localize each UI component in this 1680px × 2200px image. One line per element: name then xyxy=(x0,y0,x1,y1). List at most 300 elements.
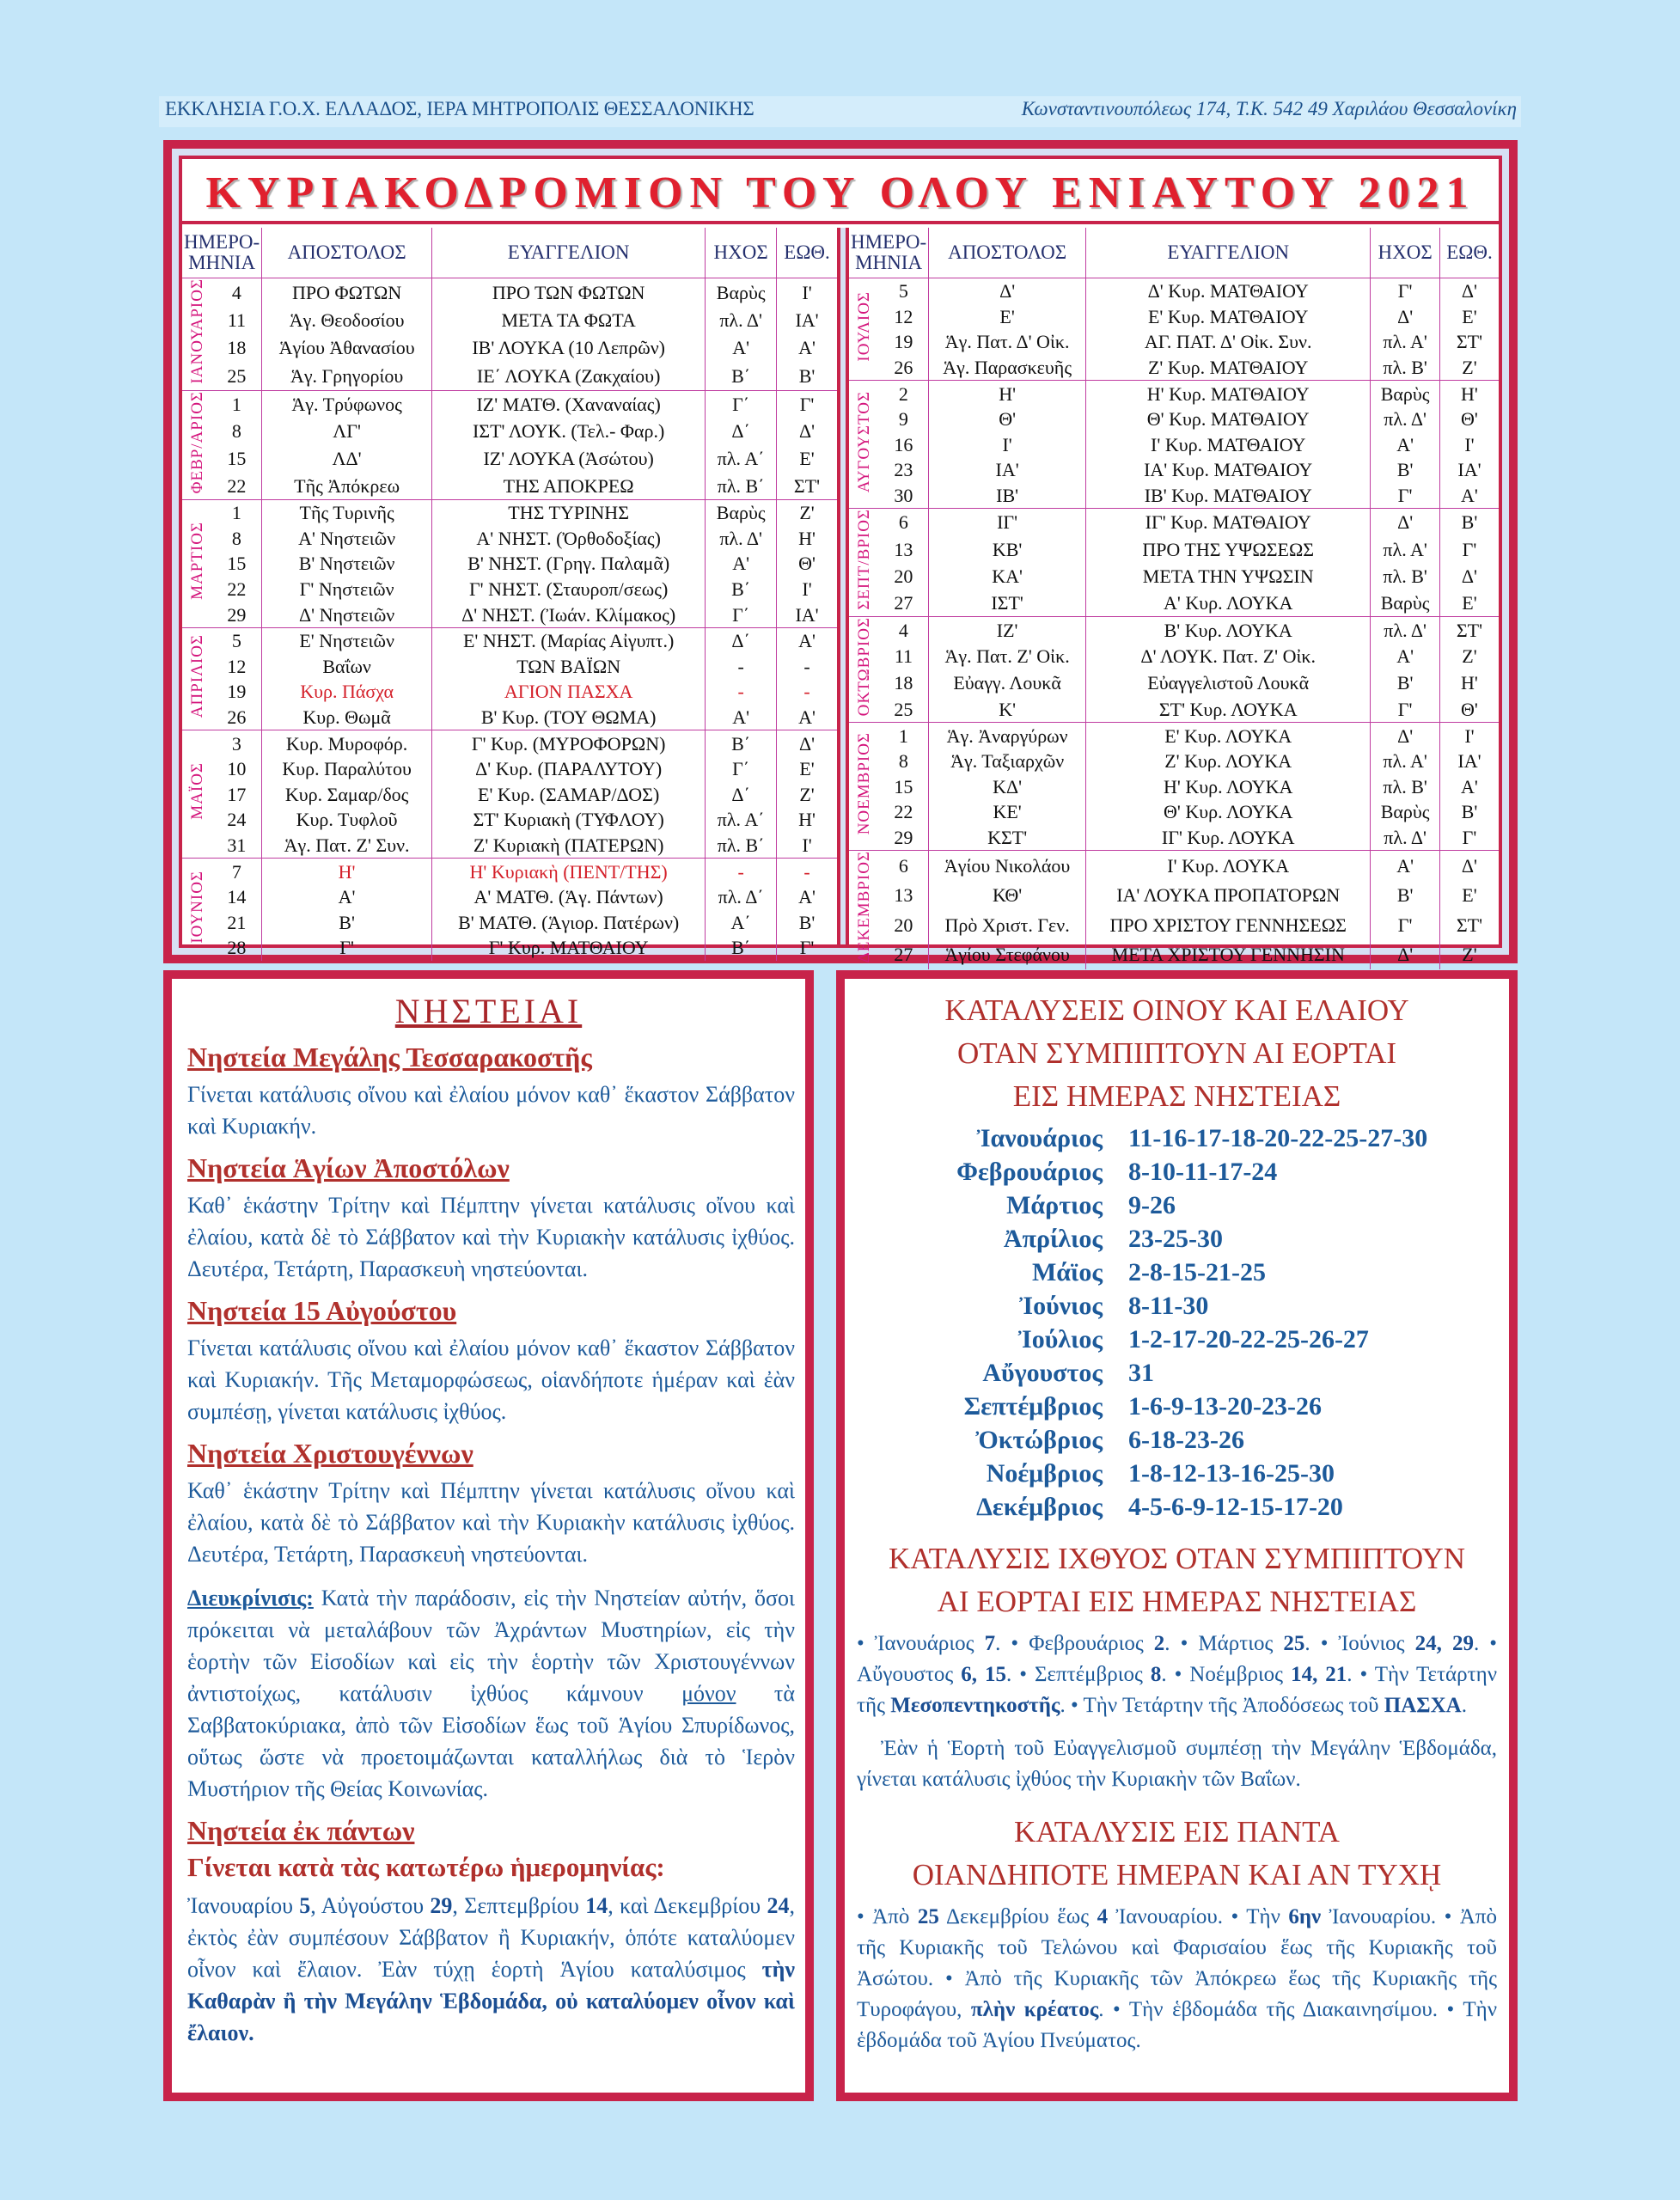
cell-apostle: Ἁγ. Πατ. Δ' Οἰκ. xyxy=(929,329,1086,355)
table-row xyxy=(849,536,1499,563)
fast-text: Καθ᾽ ἑκάστην Τρίτην καὶ Πέμπτην γίνεται κατάλυσις οἴνου καὶ ἐλαίου, κατὰ δὲ τὸ Σάββατον καὶ τὴν Κυριακὴν κατάλυσις ἰχθύος. Δευτέρα, Τετάρτη, Παρασκευὴ νηστεύονται. xyxy=(187,1478,795,1567)
month-name: ΙΟΥΛΙΟΣ xyxy=(854,290,873,362)
cell-eothinon: Ι' xyxy=(1439,723,1499,749)
cell-day: 1 xyxy=(879,723,929,749)
cell-apostle: Κυρ. Τυφλοῦ xyxy=(262,807,432,833)
month-days: 31 xyxy=(1128,1359,1154,1387)
col-header-gospel: ΕΥΑΓΓΕΛΙΟΝ xyxy=(1086,228,1371,278)
month-name: Ἰούνιος xyxy=(1019,1292,1103,1320)
cell-tone: Β΄ xyxy=(706,577,777,602)
text-segment: . • Τὴν ἑβδομάδα τῆς Διακαινησίμου. • Τὴν ἑβδομάδα τοῦ Ἁγίου Πνεύματος. xyxy=(857,1998,1497,2052)
fast-text: Καθ᾽ ἑκάστην Τρίτην καὶ Πέμπτην γίνεται κατάλυσις οἴνου καὶ ἐλαίου, κατὰ δὲ τὸ Σάββατον καὶ τὴν Κυριακὴν κατάλυσις ἰχθύος. Δευτέρα, Τετάρτη, Παρασκευὴ νηστεύονται. xyxy=(187,1193,795,1281)
cell-gospel: ΙΑ' ΛΟΥΚΑ ΠΡΟΠΑΤΟΡΩΝ xyxy=(1086,881,1371,910)
emphasis-text: 5 xyxy=(299,1893,311,1918)
cell-tone: Β' xyxy=(1371,669,1440,696)
month-exemption-row xyxy=(845,1289,1509,1323)
cell-tone: Β' xyxy=(1371,457,1440,483)
month-name: Μάρτιος xyxy=(1006,1191,1103,1219)
calendar-table-jan-jun xyxy=(182,228,837,959)
cell-day: 10 xyxy=(212,756,262,782)
cell-gospel: Ζ' Κυριακὴ (ΠΑΤΕΡΩΝ) xyxy=(432,833,706,859)
emphasis-text: 6ην xyxy=(1288,1905,1322,1928)
month-label xyxy=(182,499,212,627)
cell-apostle: Α' Νηστειῶν xyxy=(262,526,432,552)
all-foods-heading-2: ΟΙΑΝΔΗΠΟΤΕ ΗΜΕΡΑΝ ΚΑΙ ΑΝ ΤΥΧῌ xyxy=(912,1858,1442,1891)
cell-eothinon: ΙΑ' xyxy=(795,603,819,626)
emphasis-text: 2 xyxy=(1153,1632,1165,1655)
ek-panton-heading: Νηστεία ἐκ πάντων xyxy=(187,1815,415,1846)
cell-apostle: Κ' xyxy=(929,696,1086,723)
table-row xyxy=(849,278,1499,304)
cell-gospel: ΠΡΟ ΤΩΝ ΦΩΤΩΝ xyxy=(432,278,706,307)
text-segment: . xyxy=(1461,1694,1467,1717)
cell-day: 25 xyxy=(879,696,929,723)
cell-apostle: ΙΑ' xyxy=(929,457,1086,483)
cell-gospel: Ι' Κυρ. ΜΑΤΘΑΙΟΥ xyxy=(1086,432,1371,458)
cell-gospel: Θ' Κυρ. ΜΑΤΘΑΙΟΥ xyxy=(1086,406,1371,432)
text-segment: , ἐκτὸς ἐὰν συμπέσουν Σάββατον ἢ Κυριακήν, ὁπότε καταλύομεν οἶνον καὶ ἔλαιον. Ἐὰν τύχῃ ἑορτὴ Ἁγίου καταλύσιμος xyxy=(187,1893,795,1982)
emphasis-text: πλὴν κρέατος xyxy=(970,1998,1099,2021)
fast-heading: Νηστεία Μεγάλης Τεσσαρακοστῆς xyxy=(187,1042,592,1072)
cell-apostle: Η' xyxy=(929,381,1086,406)
text-segment: , Αὐγούστου xyxy=(310,1893,431,1918)
month-name: ΙΑΝΟΥΑΡΙΟΣ xyxy=(187,278,206,384)
month-exemption-row xyxy=(845,1323,1509,1356)
col-header-eothinon: ΕΩΘ. xyxy=(777,228,837,278)
cell-eothinon: Γ' xyxy=(1462,826,1477,848)
cell-apostle: Βαΐων xyxy=(262,654,432,680)
cell-eothinon: Η' xyxy=(1439,381,1499,406)
cell-eothinon: Α' xyxy=(1461,485,1478,507)
emphasis-text: ΠΑΣΧΑ xyxy=(1384,1694,1462,1717)
cell-apostle: Γ' xyxy=(262,935,432,961)
cell-apostle: Δ' xyxy=(929,278,1086,304)
cell-gospel: ΙΓ' Κυρ. ΛΟΥΚΑ xyxy=(1086,825,1371,851)
month-days: 1-8-12-13-16-25-30 xyxy=(1128,1459,1335,1488)
cell-apostle: Α' xyxy=(262,884,432,910)
cell-apostle: Ε' Νηστειῶν xyxy=(262,627,432,653)
cell-day: 8 xyxy=(212,418,262,445)
cell-eothinon: ΣΤ' xyxy=(1456,914,1483,936)
cell-day: 2 xyxy=(879,381,929,406)
table-row xyxy=(182,627,837,653)
cell-gospel: ΜΕΤΑ ΧΡΙΣΤΟΥ ΓΕΝΝΗΣΙΝ xyxy=(1086,939,1371,969)
cell-day: 31 xyxy=(212,833,262,859)
cell-eothinon: Ε' xyxy=(1462,305,1477,327)
text-segment: , καὶ Δεκεμβρίου xyxy=(608,1893,767,1918)
month-name: ΑΠΡΙΛΙΟΣ xyxy=(187,634,206,718)
table-row xyxy=(182,278,837,307)
cell-tone: πλ. Δ' xyxy=(1371,406,1440,432)
cell-tone: Α' xyxy=(1371,432,1440,458)
clarification-label: Διευκρίνισις: xyxy=(187,1586,314,1610)
cell-tone: πλ. Δ' xyxy=(1371,616,1440,643)
col-header-tone: ΗΧΟΣ xyxy=(1371,228,1440,278)
cell-tone: Γ΄ xyxy=(706,390,777,418)
month-name: ΟΚΤΩΒΡΙΟΣ xyxy=(854,616,873,717)
cell-eothinon: Ζ' xyxy=(1462,944,1477,966)
cell-apostle: ΚΘ' xyxy=(929,881,1086,910)
table-row xyxy=(849,910,1499,939)
cell-gospel: Γ' Κυρ. ΜΑΤΘΑΙΟΥ xyxy=(432,935,706,961)
cell-gospel: Γ' Κυρ. (ΜΥΡΟΦΟΡΩΝ) xyxy=(432,730,706,756)
clarification-text: Κατὰ τὴν παράδοσιν, εἰς τὴν Νηστείαν αὐτήν, ὅσοι πρόκειται νὰ μεταλάβουν τῶν Ἀχράντων Μυστηρίων, εἰς τὴν ἑορτὴν τῶν Εἰσοδίων καὶ εἰς τὴν ἑορτὴν τῶν Χριστουγέννων ἀντιστοίχως, κατάλυσιν ἰχθύος κάμνουν xyxy=(187,1586,795,1706)
cell-tone: Β΄ xyxy=(706,362,777,390)
cell-tone: Γ' xyxy=(1371,483,1440,509)
table-row xyxy=(849,825,1499,851)
cell-tone: Γ' xyxy=(1371,696,1440,723)
cell-day: 15 xyxy=(879,774,929,800)
cell-gospel: Δ' ΛΟΥΚ. Πατ. Ζ' Οἰκ. xyxy=(1086,644,1371,670)
cell-tone: Α΄ xyxy=(706,909,777,935)
cell-apostle: Ἁγ. Ταξιαρχῶν xyxy=(929,749,1086,774)
table-row xyxy=(182,654,837,680)
month-label xyxy=(182,390,212,499)
cell-day: 6 xyxy=(879,509,929,536)
cell-eothinon: Ζ' xyxy=(799,783,815,805)
calendar-frame xyxy=(163,140,1518,966)
cell-eothinon: ΙΑ' xyxy=(795,309,819,332)
cell-tone: Α' xyxy=(1371,644,1440,670)
table-row xyxy=(849,563,1499,590)
month-exemption-row xyxy=(845,1423,1509,1457)
cell-gospel: Η' Κυρ. ΜΑΤΘΑΙΟΥ xyxy=(1086,381,1371,406)
cell-tone: Γ' xyxy=(1371,278,1440,304)
cell-eothinon: - xyxy=(803,655,810,677)
month-days: 8-10-11-17-24 xyxy=(1128,1158,1278,1186)
emphasis-text: 25 xyxy=(1283,1632,1305,1655)
cell-eothinon: Ι' xyxy=(777,278,837,307)
cell-apostle: Ἁγ. Τρύφωνος xyxy=(262,390,432,418)
cell-day: 12 xyxy=(879,304,929,330)
cell-day: 29 xyxy=(879,825,929,851)
wine-oil-heading-3: ΕΙΣ ΗΜΕΡΑΣ ΝΗΣΤΕΙΑΣ xyxy=(1012,1079,1341,1113)
month-name: ΔΕΚΕΜΒΡΙΟΣ xyxy=(854,851,873,963)
table-row xyxy=(849,304,1499,330)
cell-tone: Βαρὺς xyxy=(1371,799,1440,825)
text-segment: • Ἀπὸ xyxy=(857,1905,918,1928)
month-name: ΙΟΥΝΙΟΣ xyxy=(187,870,206,944)
table-row xyxy=(182,679,837,705)
emphasis-text: 4 xyxy=(1097,1905,1109,1928)
month-exemption-row xyxy=(845,1155,1509,1189)
cell-gospel: Γ' ΝΗΣΤ. (Σταυροπ/σεως) xyxy=(432,577,706,602)
table-header-row xyxy=(849,228,1499,278)
table-row xyxy=(849,616,1499,643)
cell-apostle: Ι' xyxy=(929,432,1086,458)
cell-tone: Δ΄ xyxy=(706,418,777,445)
cell-eothinon: Γ' xyxy=(799,937,815,959)
month-label xyxy=(182,730,212,859)
table-row xyxy=(182,499,837,525)
cell-eothinon: Θ' xyxy=(1461,698,1478,720)
month-label xyxy=(849,851,879,969)
month-days: 1-2-17-20-22-25-26-27 xyxy=(1128,1325,1369,1354)
cell-eothinon: Β' xyxy=(1439,509,1499,536)
emphasis-text: 7 xyxy=(984,1632,996,1655)
cell-tone: Δ' xyxy=(1371,304,1440,330)
cell-day: 9 xyxy=(879,406,929,432)
fish-dates-text xyxy=(857,1629,1497,1721)
cell-tone: Γ΄ xyxy=(706,756,777,782)
month-label xyxy=(849,616,879,722)
table-row xyxy=(182,859,837,884)
cell-tone: πλ. Β΄ xyxy=(706,833,777,859)
cell-day: 13 xyxy=(879,881,929,910)
cell-apostle: Τῆς Ἀπόκρεω xyxy=(262,472,432,499)
cell-gospel: Ζ' Κυρ. ΜΑΤΘΑΙΟΥ xyxy=(1086,355,1371,381)
cell-day: 12 xyxy=(212,654,262,680)
col-header-tone: ΗΧΟΣ xyxy=(706,228,777,278)
cell-apostle: ΙΖ' xyxy=(929,616,1086,643)
month-name: Μάϊος xyxy=(1031,1258,1103,1286)
month-exemption-row xyxy=(845,1390,1509,1423)
cell-tone: πλ. Β' xyxy=(1371,774,1440,800)
cell-apostle: ΚΒ' xyxy=(929,536,1086,563)
cell-day: 25 xyxy=(212,362,262,390)
table-row xyxy=(849,723,1499,749)
text-segment: Ἰανουαρίου. • Τὴν xyxy=(1108,1905,1289,1928)
cell-day: 13 xyxy=(879,536,929,563)
cell-eothinon: ΣΤ' xyxy=(1439,616,1499,643)
cell-tone: Α' xyxy=(706,334,777,362)
text-segment: Ἰανουαρίου. • Ἀπὸ τῆς Κυριακῆς τοῦ Τελώνου καὶ Φαρισαίου ἕως τῆς Κυριακῆς τοῦ Ἀσώτου. • Ἀπὸ τῆς Κυριακῆς τῶν Ἀπόκρεω ἕως τῆς Κυριακῆς τῆς Τυροφάγου, xyxy=(857,1905,1497,2021)
fasts-title: ΝΗΣΤΕΙΑΙ xyxy=(394,992,583,1030)
cell-eothinon: Ε' xyxy=(799,758,815,780)
cell-tone: Βαρὺς xyxy=(706,499,777,525)
cell-eothinon: Ζ' xyxy=(777,499,837,525)
month-name: ΦΕΒΡ/ΑΡΙΟΣ xyxy=(187,390,206,493)
cell-day: 19 xyxy=(212,679,262,705)
fast-text: Γίνεται κατάλυσις οἴνου καὶ ἐλαίου μόνον καθ᾽ ἕκαστον Σάββατον καὶ Κυριακήν. xyxy=(187,1082,795,1139)
clarification-text-end: τὰ Σαββατοκύριακα, ἀπὸ τῶν Εἰσοδίων ἕως τοῦ Ἁγίου Σπυρίδωνος, οὕτως ὥστε νὰ προετοιμάζωνται καταλλήλως διὰ τὸ Ἱερὸν Μυστήριον τῆς Θείας Κοινωνίας. xyxy=(187,1681,795,1801)
ek-panton-subheading: Γίνεται κατὰ τὰς κατωτέρω ἡμερομηνίας: xyxy=(187,1852,665,1882)
table-row xyxy=(182,418,837,445)
month-label xyxy=(182,278,212,391)
cell-tone: Βαρὺς xyxy=(706,278,777,307)
clarification-emphasis: μόνον xyxy=(681,1681,736,1706)
cell-tone: πλ. Α' xyxy=(1371,329,1440,355)
month-name: Νοέμβριος xyxy=(986,1459,1103,1488)
cell-day: 16 xyxy=(879,432,929,458)
cell-eothinon: Β' xyxy=(1461,801,1478,823)
wine-oil-heading-1: ΚΑΤΑΛΥΣΕΙΣ ΟΙΝΟΥ ΚΑΙ ΕΛΑΙΟΥ xyxy=(944,993,1409,1027)
cell-tone: Βαρὺς xyxy=(1371,590,1440,617)
cell-tone: - xyxy=(706,679,777,705)
cell-gospel: ΤΩΝ ΒΑΪΩΝ xyxy=(432,654,706,680)
cell-eothinon: Ε' xyxy=(799,448,815,470)
cell-gospel: ΤΗΣ ΑΠΟΚΡΕΩ xyxy=(432,472,706,499)
col-header-date: ΗΜΕΡΟ-ΜΗΝΙΑ xyxy=(182,228,262,278)
table-row xyxy=(849,749,1499,774)
cell-day: 27 xyxy=(879,590,929,617)
cell-day: 30 xyxy=(879,483,929,509)
text-segment: . • Μάρτιος xyxy=(1164,1632,1284,1655)
cell-tone: πλ. Α΄ xyxy=(706,445,777,473)
month-name: ΝΟΕΜΒΡΙΟΣ xyxy=(854,732,873,835)
emphasis-text: 24, 29 xyxy=(1414,1632,1474,1655)
month-name: ΣΕΠΤ/ΒΡΙΟΣ xyxy=(854,509,873,610)
cell-apostle: Κυρ. Θωμᾶ xyxy=(262,705,432,730)
cell-gospel: Α' ΜΑΤΘ. (Ἁγ. Πάντων) xyxy=(432,884,706,910)
cell-day: 29 xyxy=(212,602,262,627)
cell-tone: πλ. Δ' xyxy=(706,526,777,552)
cell-gospel: ΜΕΤΑ ΤΗΝ ΥΨΩΣΙΝ xyxy=(1086,563,1371,590)
text-segment: . • Αὔγουστος xyxy=(857,1632,1497,1686)
cell-apostle: Κυρ. Πάσχα xyxy=(262,679,432,705)
cell-eothinon: - xyxy=(803,681,810,703)
month-label xyxy=(849,509,879,617)
col-header-apostle: ΑΠΟΣΤΟΛΟΣ xyxy=(929,228,1086,278)
text-segment: . • Τὴν Τετάρτην τῆς xyxy=(857,1663,1498,1717)
calendar-table-jul-dec xyxy=(849,228,1499,966)
cell-tone: πλ. Δ' xyxy=(1371,825,1440,851)
table-row xyxy=(849,669,1499,696)
cell-day: 4 xyxy=(212,278,262,307)
cell-tone: Δ΄ xyxy=(706,627,777,653)
cell-day: 22 xyxy=(212,577,262,602)
month-name: Αὔγουστος xyxy=(982,1359,1103,1387)
cell-apostle: Η' xyxy=(262,859,432,884)
cell-tone: πλ. Α΄ xyxy=(706,807,777,833)
cell-gospel: ΙΕ΄ ΛΟΥΚΑ (Ζακχαίου) xyxy=(432,362,706,390)
table-row xyxy=(849,696,1499,723)
cell-eothinon: Β' xyxy=(798,911,816,933)
cell-day: 20 xyxy=(879,563,929,590)
month-days: 8-11-30 xyxy=(1128,1292,1209,1320)
cell-apostle: Ἁγίου Ἀθανασίου xyxy=(262,334,432,362)
text-segment: . • Σεπτέμβριος xyxy=(1006,1663,1151,1686)
cell-apostle: ΛΔ' xyxy=(262,445,432,473)
table-row xyxy=(849,590,1499,617)
cell-tone: Β΄ xyxy=(706,730,777,756)
cell-apostle: Κυρ. Παραλύτου xyxy=(262,756,432,782)
fast-text: Γίνεται κατάλυσις οἴνου καὶ ἐλαίου μόνον καθ᾽ ἕκαστον Σάββατον καὶ Κυριακήν. Τῆς Μεταμορφώσεως, οἱανδήποτε ἡμέραν καὶ ἐὰν συμπέσῃ, γίνεται κατάλυσις ἰχθύος. xyxy=(187,1335,795,1424)
cell-eothinon: Ι' xyxy=(802,834,812,856)
cell-eothinon: Ζ' xyxy=(1462,357,1477,379)
cell-eothinon: Ι' xyxy=(802,578,812,601)
month-exemption-row xyxy=(845,1121,1509,1155)
table-row xyxy=(182,390,837,418)
exemptions-panel xyxy=(836,970,1518,2101)
cell-day: 6 xyxy=(879,851,929,881)
cell-day: 22 xyxy=(212,472,262,499)
table-row xyxy=(182,730,837,756)
cell-eothinon: ΣΤ' xyxy=(1456,331,1483,353)
cell-gospel: ΙΒ' Κυρ. ΜΑΤΘΑΙΟΥ xyxy=(1086,483,1371,509)
cell-apostle: Ἁγίου Στεφάνου xyxy=(929,939,1086,969)
month-exemption-row xyxy=(845,1189,1509,1222)
table-row xyxy=(182,445,837,473)
cell-gospel: ΙΓ' Κυρ. ΜΑΤΘΑΙΟΥ xyxy=(1086,509,1371,536)
table-row xyxy=(182,362,837,390)
cell-gospel: Δ' Κυρ. ΜΑΤΘΑΙΟΥ xyxy=(1086,278,1371,304)
cell-gospel: ΑΓ. ΠΑΤ. Δ' Οἰκ. Συν. xyxy=(1086,329,1371,355)
cell-day: 17 xyxy=(212,782,262,808)
emphasis-text: 25 xyxy=(917,1905,939,1928)
cell-gospel: Δ' Κυρ. (ΠΑΡΑΛΥΤΟΥ) xyxy=(432,756,706,782)
cell-eothinon: Α' xyxy=(1461,775,1478,798)
cell-tone: - xyxy=(706,654,777,680)
month-days: 6-18-23-26 xyxy=(1128,1426,1244,1454)
cell-gospel: ΙΒ' ΛΟΥΚΑ (10 Λεπρῶν) xyxy=(432,334,706,362)
month-name: Ἰανουάριος xyxy=(976,1124,1103,1152)
month-days: 9-26 xyxy=(1128,1191,1176,1219)
cell-eothinon: - xyxy=(777,859,837,884)
cell-gospel: Β' ΝΗΣΤ. (Γρηγ. Παλαμᾶ) xyxy=(432,551,706,577)
text-segment: . • Ἰούνιος xyxy=(1304,1632,1415,1655)
cell-gospel: Η' Κυριακὴ (ΠΕΝΤ/ΤΗΣ) xyxy=(432,859,706,884)
cell-apostle: ΚΑ' xyxy=(929,563,1086,590)
cell-day: 21 xyxy=(212,909,262,935)
cell-gospel: ΠΡΟ ΤΗΣ ΥΨΩΣΕΩΣ xyxy=(1086,536,1371,563)
month-label xyxy=(849,723,879,851)
cell-gospel: ΙΑ' Κυρ. ΜΑΤΘΑΙΟΥ xyxy=(1086,457,1371,483)
cell-eothinon: Δ' xyxy=(1461,565,1478,587)
cell-day: 27 xyxy=(879,939,929,969)
cell-day: 14 xyxy=(212,884,262,910)
cell-gospel: Ε' Κυρ. ΛΟΥΚΑ xyxy=(1086,723,1371,749)
table-row xyxy=(182,833,837,859)
cell-apostle: Ἁγ. Πατ. Ζ' Συν. xyxy=(262,833,432,859)
cell-eothinon: Η' xyxy=(798,527,816,549)
month-exemption-row xyxy=(845,1256,1509,1289)
cell-day: 15 xyxy=(212,445,262,473)
cell-tone: Δ' xyxy=(1371,939,1440,969)
cell-day: 5 xyxy=(212,627,262,653)
cell-tone: Δ' xyxy=(1371,723,1440,749)
cell-apostle: Ἁγ. Θεοδοσίου xyxy=(262,306,432,333)
month-days: 4-5-6-9-12-15-17-20 xyxy=(1128,1493,1343,1521)
text-segment: . • Νοέμβριος xyxy=(1161,1663,1292,1686)
cell-apostle: ΙΣΤ' xyxy=(929,590,1086,617)
cell-apostle: Β' xyxy=(262,909,432,935)
fish-heading-1: ΚΑΤΑΛΥΣΙΣ ΙΧΘΥΟΣ ΟΤΑΝ ΣΥΜΠΙΠΤΟΥΝ xyxy=(888,1542,1466,1575)
page-title: ΚΥΡΙΑΚΟΔΡΟΜΙΟΝ ΤΟΥ ΟΛΟΥ ΕΝΙΑΥΤΟΥ 2021 xyxy=(182,166,1499,224)
cell-day: 26 xyxy=(212,705,262,730)
cell-gospel: Ε' Κυρ. (ΣΑΜΑΡ/ΔΟΣ) xyxy=(432,782,706,808)
table-row xyxy=(182,756,837,782)
cell-eothinon: Θ' xyxy=(798,553,816,575)
cell-apostle: Ἁγίου Νικολάου xyxy=(929,851,1086,881)
table-row xyxy=(182,551,837,577)
cell-tone: Δ' xyxy=(1371,509,1440,536)
cell-apostle: ΙΓ' xyxy=(929,509,1086,536)
table-row xyxy=(182,602,837,627)
month-name: Σεπτέμβριος xyxy=(963,1392,1103,1421)
emphasis-text: 14 xyxy=(585,1893,608,1918)
month-exemption-row xyxy=(845,1490,1509,1524)
cell-gospel: ΣΤ' Κυριακὴ (ΤΥΦΛΟΥ) xyxy=(432,807,706,833)
month-label xyxy=(849,278,879,381)
cell-apostle: Πρὸ Χριστ. Γεν. xyxy=(929,910,1086,939)
clarification xyxy=(187,1582,795,1805)
table-header-row xyxy=(182,228,837,278)
table-row xyxy=(182,935,837,961)
cell-tone: Α' xyxy=(706,705,777,730)
cell-day: 18 xyxy=(212,334,262,362)
cell-apostle: Ἁγ. Παρασκευῆς xyxy=(929,355,1086,381)
col-header-apostle: ΑΠΟΣΤΟΛΟΣ xyxy=(262,228,432,278)
text-segment: • Ἰανουάριος xyxy=(857,1632,985,1655)
table-row xyxy=(182,884,837,910)
fast-heading: Νηστεία 15 Αὐγούστου xyxy=(187,1295,457,1326)
emphasis-text: 14, 21 xyxy=(1291,1663,1347,1686)
cell-gospel: ΣΤ' Κυρ. ΛΟΥΚΑ xyxy=(1086,696,1371,723)
table-row xyxy=(849,881,1499,910)
table-row xyxy=(849,406,1499,432)
ek-panton-text xyxy=(187,1890,795,2049)
